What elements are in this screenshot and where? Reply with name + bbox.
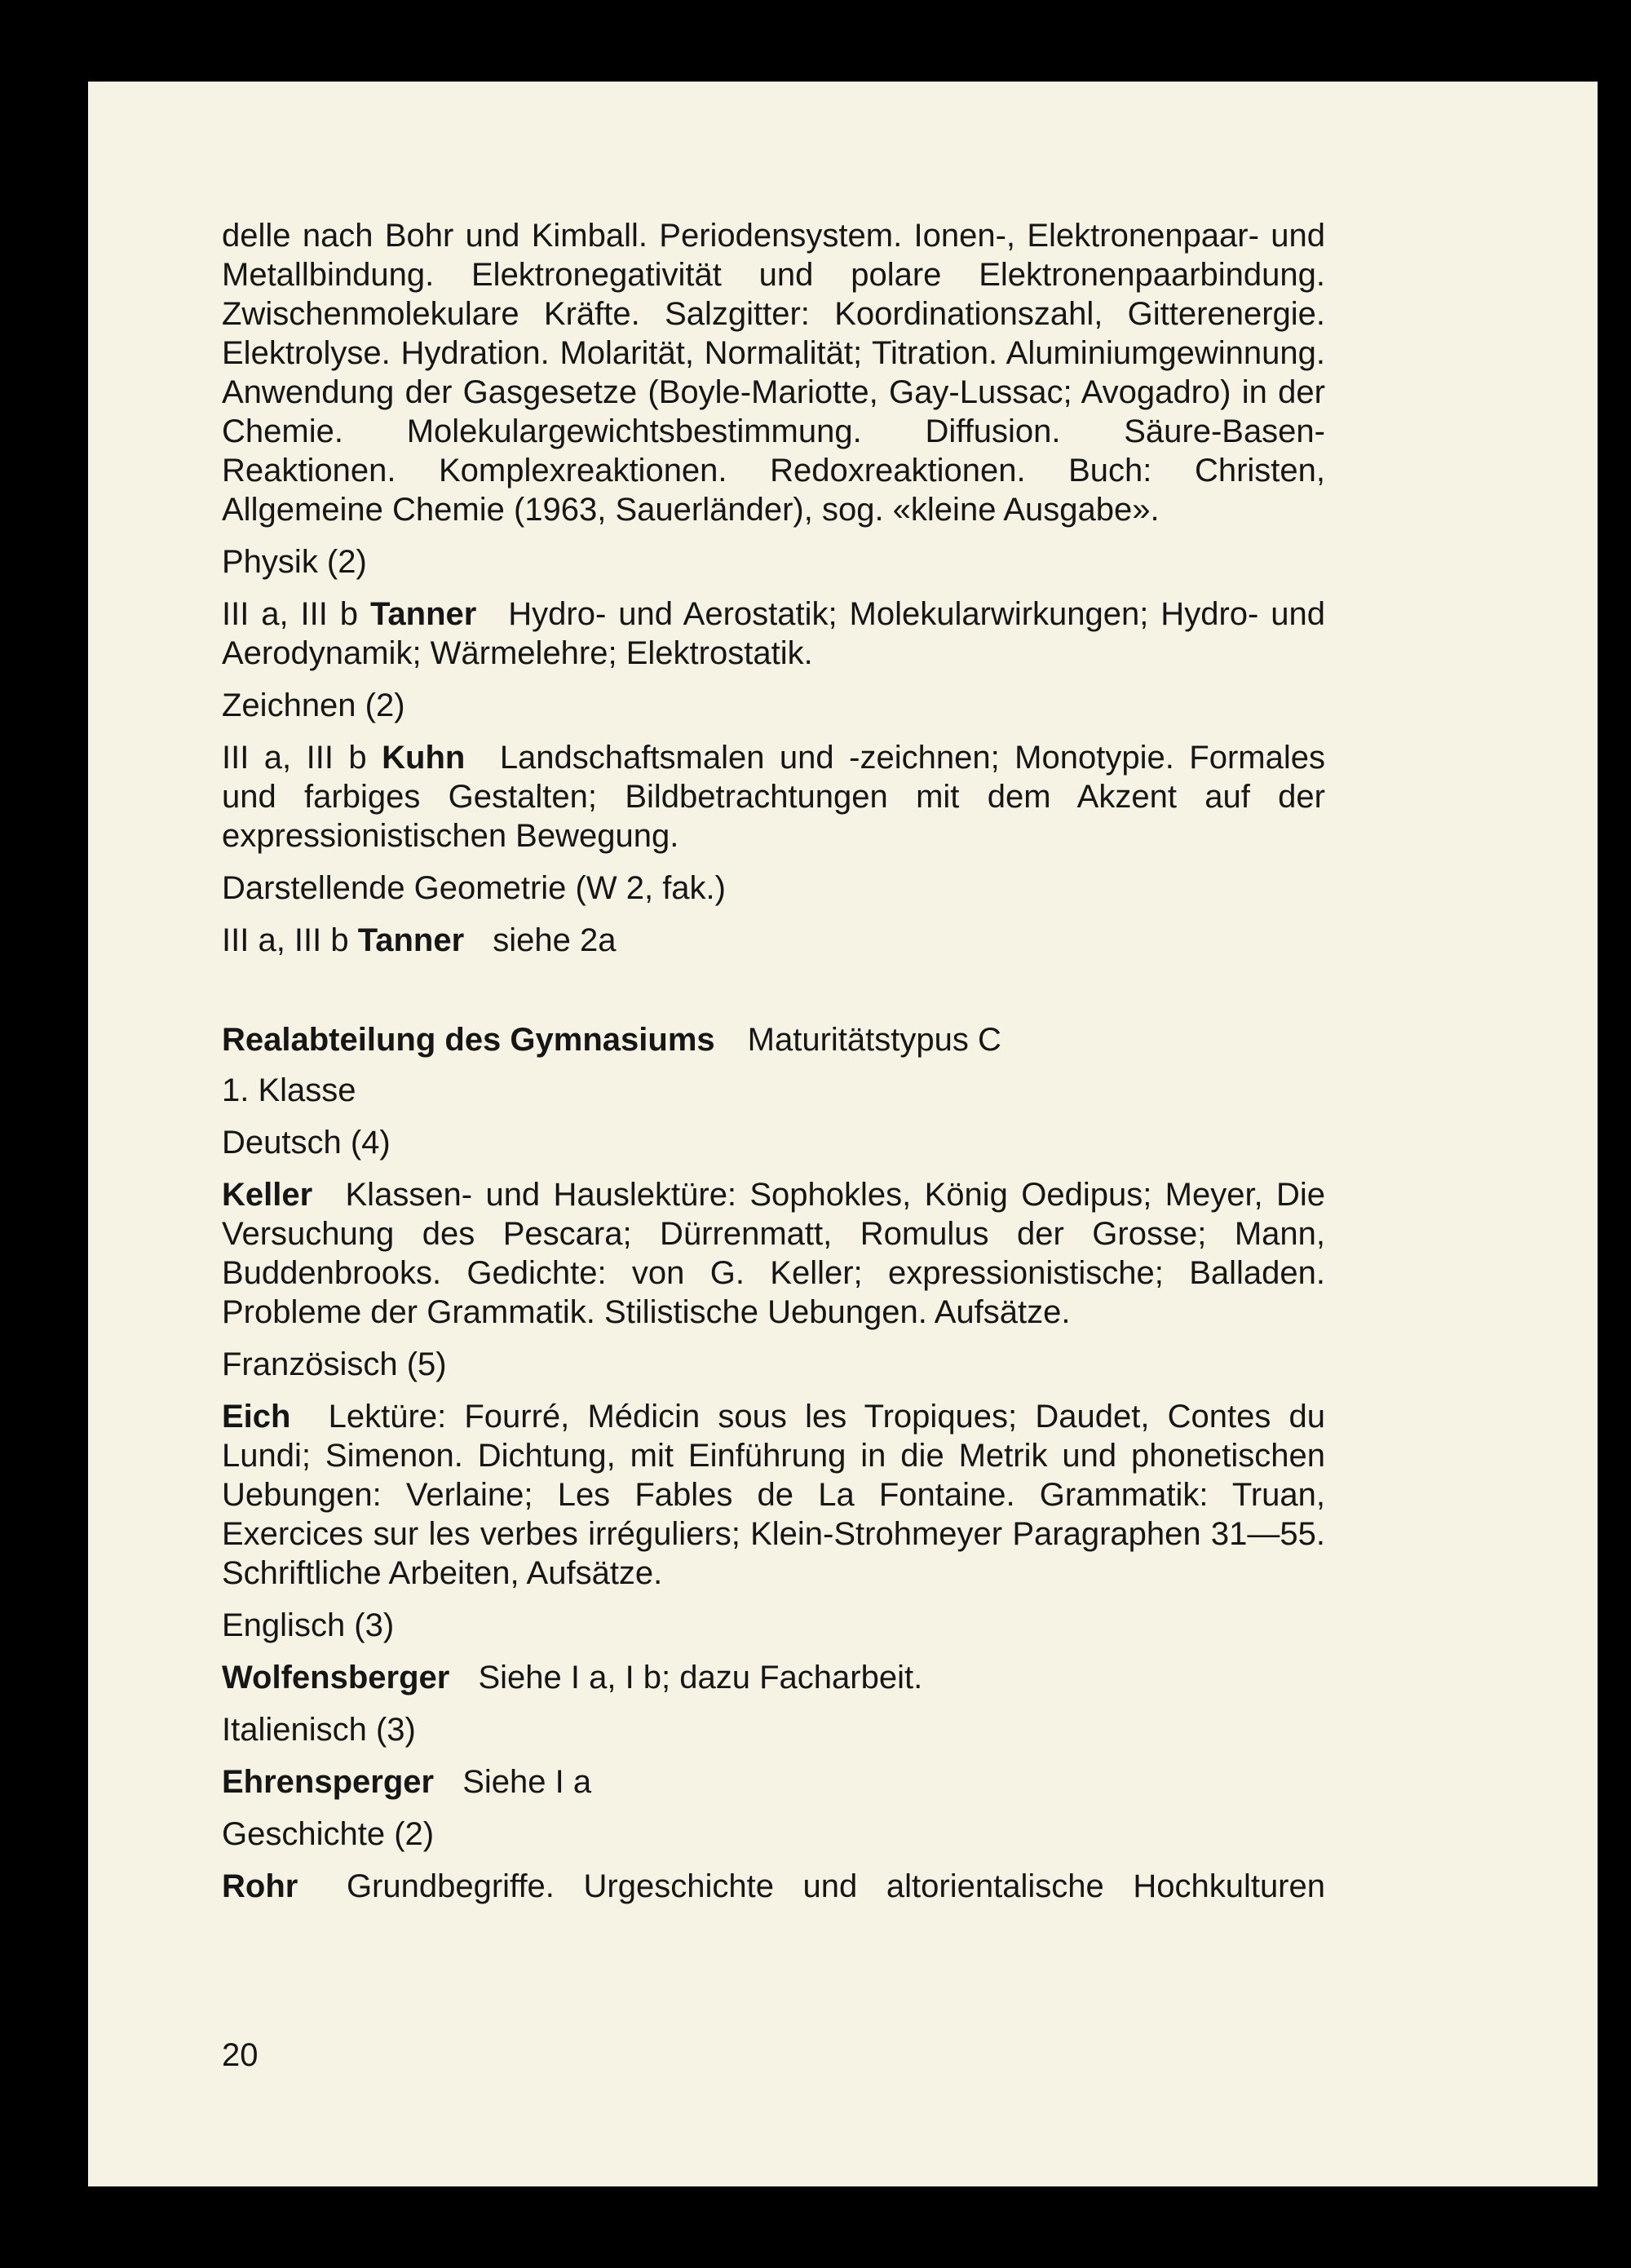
page-content (222, 216, 1325, 1906)
section-type: Maturitätstypus C (747, 1022, 1001, 1058)
geometrie-heading: Darstellende Geometrie (W 2, fak.) (222, 870, 726, 906)
chemistry-continuation: delle nach Bohr und Kimball. Periodensystem. Ionen-, Elektronenpaar- und Metallbindung. Elektronegativität und polare Elektronenpaarbindung. Zwischenmolekulare Kräfte. Salzgitter: Koordinationszahl, Gitterenergie. Elektrolyse. Hydration. Molarität, Normalität; Titration. Aluminiumgewinnung. Anwendung der Gasgesetze (Boyle-Mariotte, Gay-Lussac; Avogadro) in der Chemie. Molekulargewichtsbestimmung. Diffusion. Säure-Basen-Reaktionen. Komplexreaktionen. Redoxreaktionen. Buch: Christen, Allgemeine Chemie (1963, Sauerländer), sog. «kleine Ausgabe». (222, 218, 1325, 528)
englisch-entry (222, 1658, 1325, 1697)
italienisch-entry (222, 1762, 1325, 1802)
geometrie-entry (222, 921, 1325, 960)
geschichte-heading: Geschichte (2) (222, 1816, 435, 1852)
physik-classes: III a, III b (222, 596, 359, 632)
physik-teacher: Tanner (369, 596, 477, 632)
franzoesisch-teacher: Eich (222, 1399, 291, 1435)
deutsch-heading: Deutsch (4) (222, 1125, 391, 1161)
geometrie-text: siehe 2a (493, 922, 617, 958)
physik-text: Hydro- und Aerostatik; Molekularwirkungen; Hydro- und Aerodynamik; Wärmelehre; Elektrostatik. (222, 596, 1325, 671)
englisch-heading: Englisch (3) (222, 1607, 395, 1643)
deutsch-text: Klassen- und Hauslektüre: Sophokles, König Oedipus; Meyer, Die Versuchung des Pescara; Dürrenmatt, Romulus der Grosse; Mann, Buddenbrooks. Gedichte: von G. Keller; expressionistische; Balladen. Probleme der Grammatik. Stilistische Uebungen. Aufsätze. (222, 1177, 1325, 1330)
englisch-teacher: Wolfensberger (222, 1660, 450, 1695)
zeichnen-text: Landschaftsmalen und -zeichnen; Monotypie. Formales und farbiges Gestalten; Bildbetrachtungen mit dem Akzent auf der expressionistischen Bewegung. (222, 740, 1325, 854)
englisch-text: Siehe I a, I b; dazu Facharbeit. (478, 1660, 923, 1695)
page-number: 20 (222, 2037, 259, 2073)
section-heading (222, 1020, 1325, 1059)
italienisch-text: Siehe I a (462, 1764, 592, 1800)
geschichte-text: Grundbegriffe. Urgeschichte und altorientalische Hochkulturen (346, 1868, 1325, 1904)
zeichnen-entry (222, 738, 1325, 855)
italienisch-heading: Italienisch (3) (222, 1712, 416, 1748)
klasse-heading: 1. Klasse (222, 1072, 356, 1108)
document-page (88, 82, 1598, 2186)
geschichte-teacher: Rohr (222, 1868, 298, 1904)
franzoesisch-text: Lektüre: Fourré, Médicin sous les Tropiques; Daudet, Contes du Lundi; Simenon. Dichtung, mit Einführung in die Metrik und phonetischen Uebungen: Verlaine; Les Fables de La Fontaine. Grammatik: Truan, Exercices sur les verbes irréguliers; Klein-Strohmeyer Paragraphen 31—55. Schriftliche Arbeiten, Aufsätze. (222, 1399, 1325, 1591)
physik-entry (222, 595, 1325, 673)
zeichnen-teacher: Kuhn (382, 740, 466, 776)
franzoesisch-entry (222, 1397, 1325, 1593)
deutsch-entry (222, 1175, 1325, 1332)
zeichnen-heading: Zeichnen (2) (222, 687, 405, 723)
italienisch-teacher: Ehrensperger (222, 1764, 435, 1800)
geometrie-classes: III a, III b (222, 922, 349, 958)
franzoesisch-heading: Französisch (5) (222, 1346, 447, 1382)
geometrie-teacher: Tanner (357, 922, 465, 958)
physik-heading: Physik (2) (222, 544, 367, 580)
geschichte-entry (222, 1867, 1325, 1906)
deutsch-teacher: Keller (222, 1177, 313, 1213)
section-title: Realabteilung des Gymnasiums (222, 1022, 715, 1058)
zeichnen-classes: III a, III b (222, 740, 367, 776)
